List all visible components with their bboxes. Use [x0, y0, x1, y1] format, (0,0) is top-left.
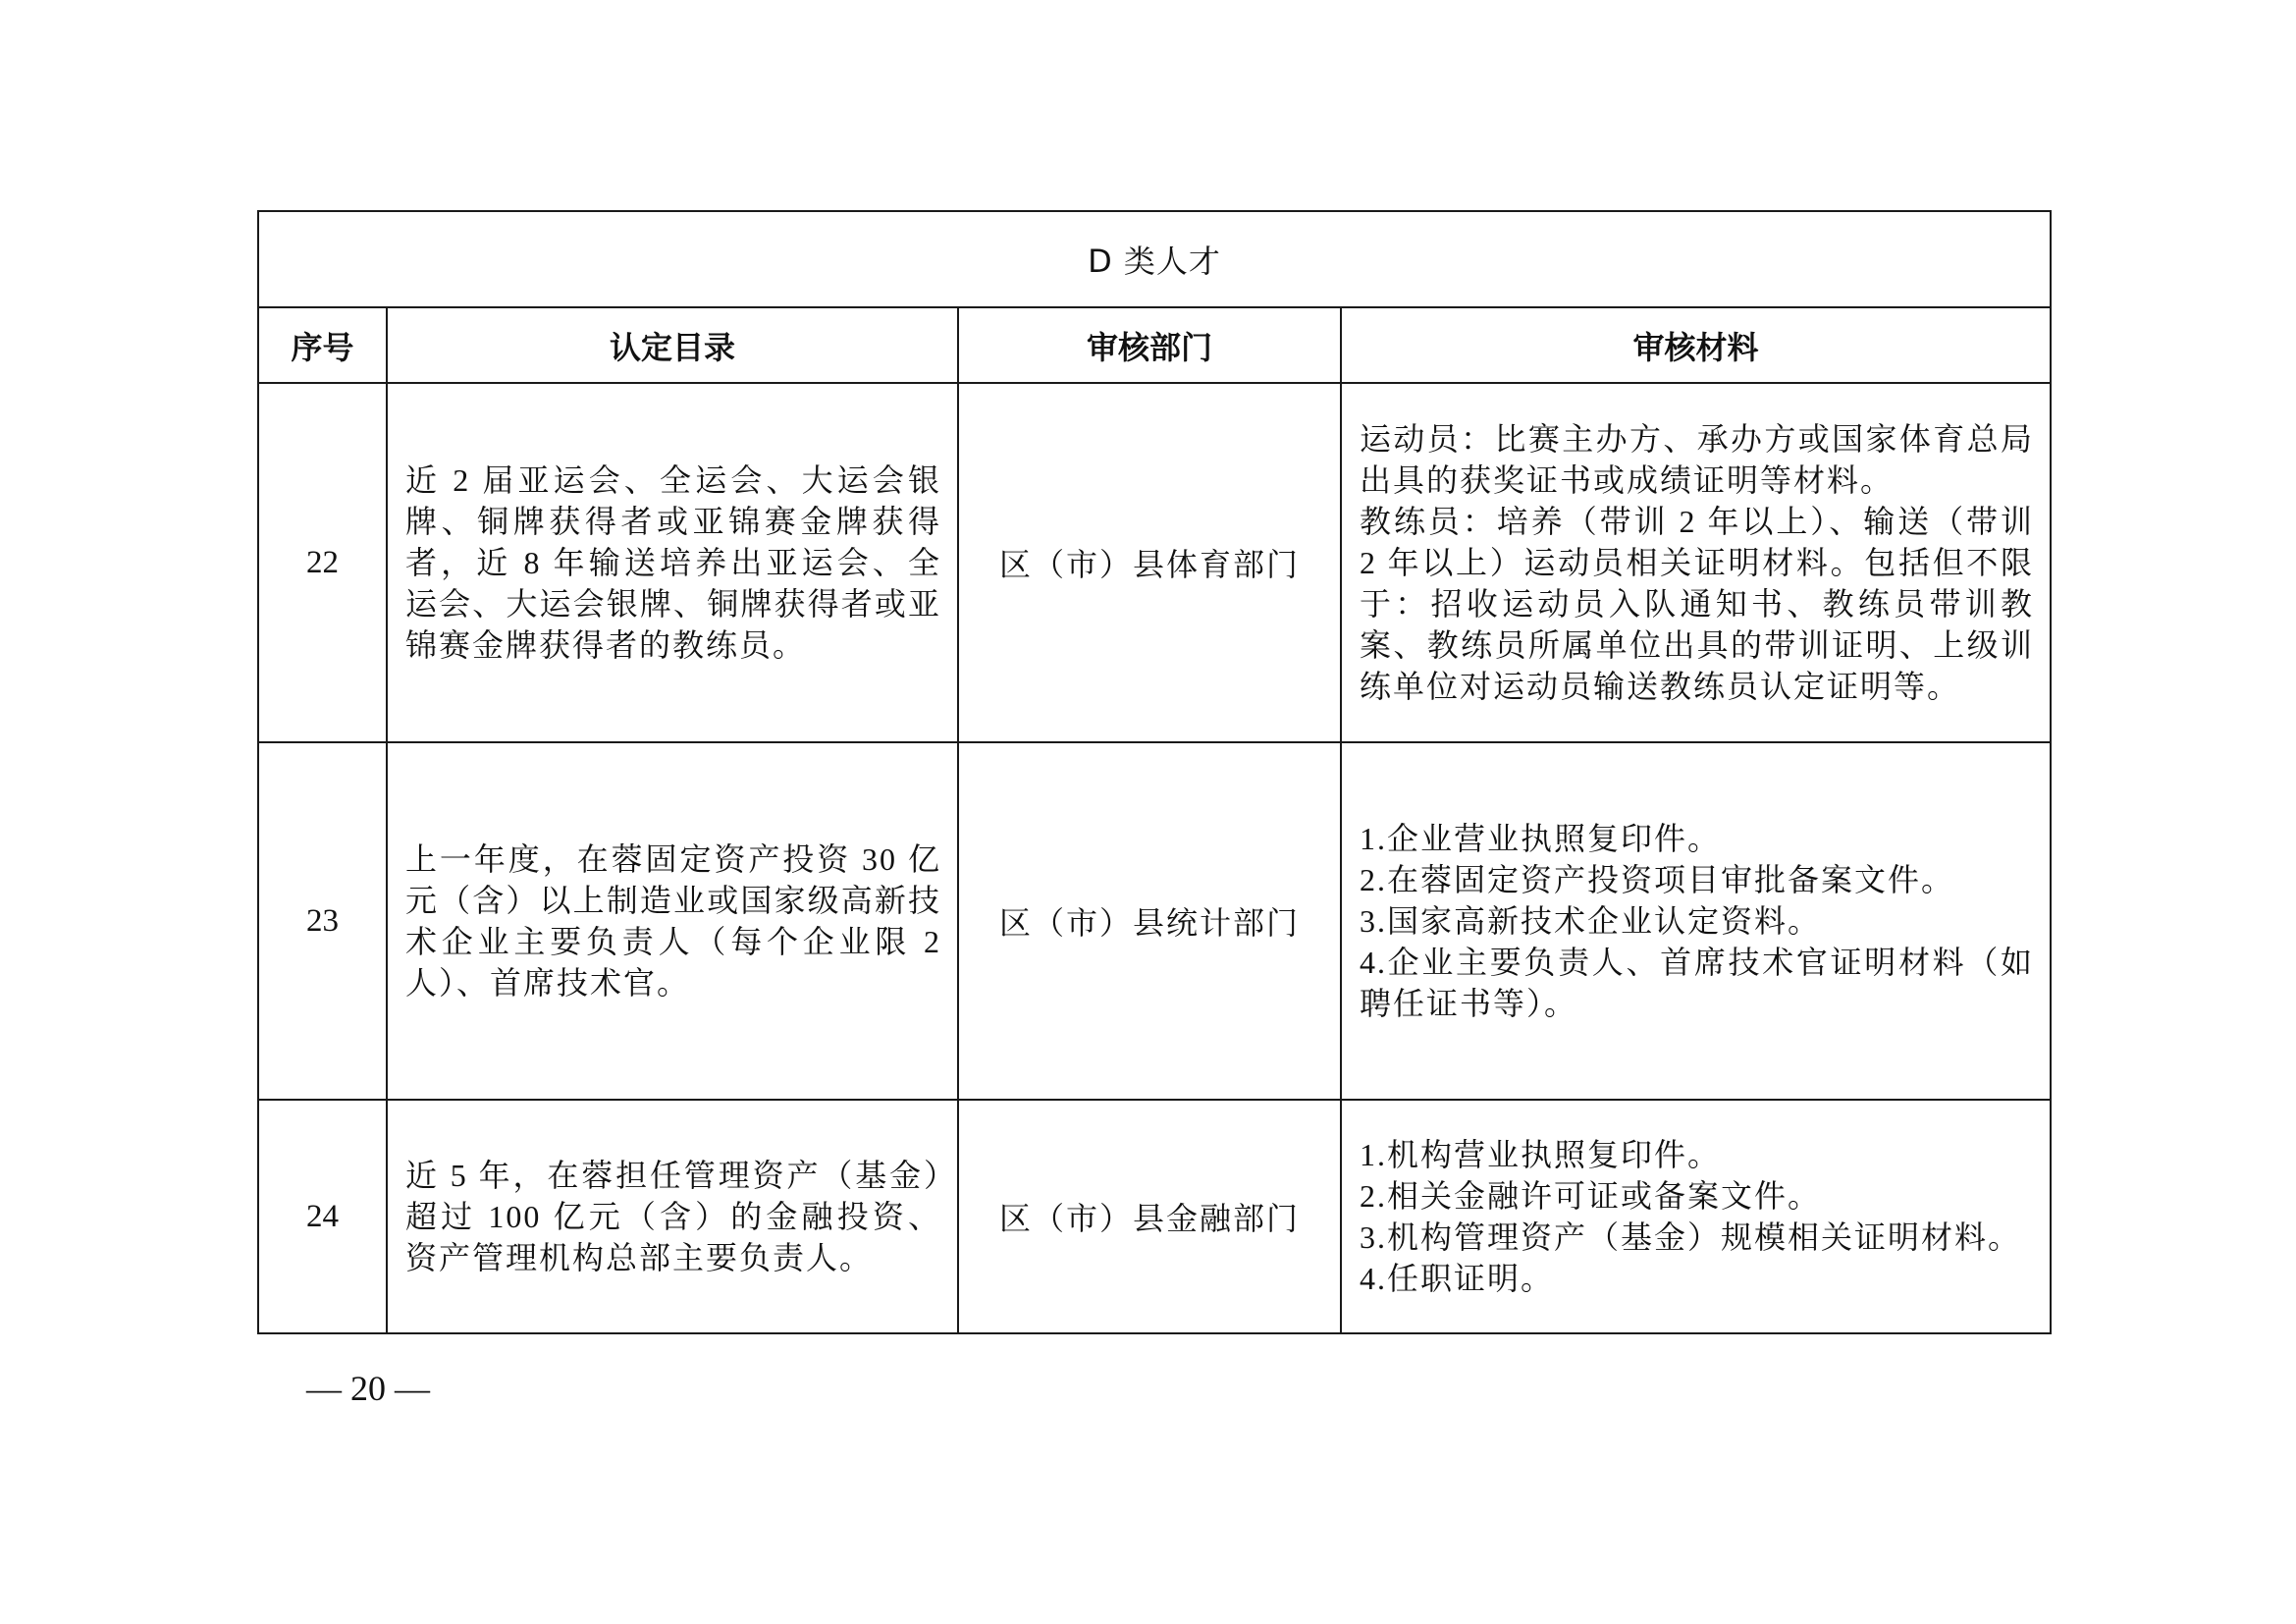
talent-catalog-table	[257, 210, 2052, 1334]
dept-cell: 区（市）县统计部门	[958, 742, 1341, 1100]
header-no: 序号	[258, 307, 387, 383]
dept-cell: 区（市）县体育部门	[958, 383, 1341, 742]
materials-paragraph: 运动员：比赛主办方、承办方或国家体育总局出具的获奖证书或成绩证明等材料。	[1360, 421, 2035, 498]
table-row	[258, 383, 2051, 742]
catalog-cell	[387, 383, 958, 742]
materials-cell	[1341, 742, 2051, 1100]
materials-item: 2.在蓉固定资产投资项目审批备案文件。	[1360, 862, 1955, 897]
catalog-cell	[387, 1100, 958, 1333]
catalog-cell	[387, 742, 958, 1100]
materials-item: 3.国家高新技术企业认定资料。	[1360, 903, 1822, 939]
materials-item: 1.企业营业执照复印件。	[1360, 821, 1722, 856]
materials-item: 4.任职证明。	[1360, 1261, 1555, 1296]
materials-cell	[1341, 1100, 2051, 1333]
catalog-text: 近 5 年，在蓉担任管理资产（基金）超过 100 亿元（含）的金融投资、资产管理机构总部主要负责人。	[405, 1158, 941, 1275]
catalog-text: 近 2 届亚运会、全运会、大运会银牌、铜牌获得者或亚锦赛金牌获得者，近 8 年输送培养出亚运会、全运会、大运会银牌、铜牌获得者或亚锦赛金牌获得者的教练员。	[405, 462, 941, 663]
header-catalog: 认定目录	[387, 307, 958, 383]
materials-item: 4.企业主要负责人、首席技术官证明材料（如聘任证书等）。	[1360, 945, 2035, 1021]
table-row	[258, 1100, 2051, 1333]
dept-cell: 区（市）县金融部门	[958, 1100, 1341, 1333]
table-header-row	[258, 307, 2051, 383]
row-number: 22	[258, 383, 387, 742]
materials-cell	[1341, 383, 2051, 742]
table-title-row	[258, 211, 2051, 307]
category-title: D 类人才	[258, 211, 2051, 307]
row-number: 23	[258, 742, 387, 1100]
catalog-text: 上一年度，在蓉固定资产投资 30 亿元（含）以上制造业或国家级高新技术企业主要负责人（每个企业限 2 人）、首席技术官。	[405, 841, 941, 1001]
materials-item: 3.机构管理资产（基金）规模相关证明材料。	[1360, 1219, 2022, 1255]
table-row	[258, 742, 2051, 1100]
materials-paragraph: 教练员：培养（带训 2 年以上）、输送（带训 2 年以上）运动员相关证明材料。包括但不限于：招收运动员入队通知书、教练员带训教案、教练员所属单位出具的带训证明、上级训练单位对运动员输送教练员认定证明等。	[1360, 504, 2035, 704]
header-materials: 审核材料	[1341, 307, 2051, 383]
header-dept: 审核部门	[958, 307, 1341, 383]
materials-item: 1.机构营业执照复印件。	[1360, 1137, 1722, 1172]
materials-item: 2.相关金融许可证或备案文件。	[1360, 1178, 1822, 1214]
row-number: 24	[258, 1100, 387, 1333]
page-number: — 20 —	[306, 1369, 430, 1408]
